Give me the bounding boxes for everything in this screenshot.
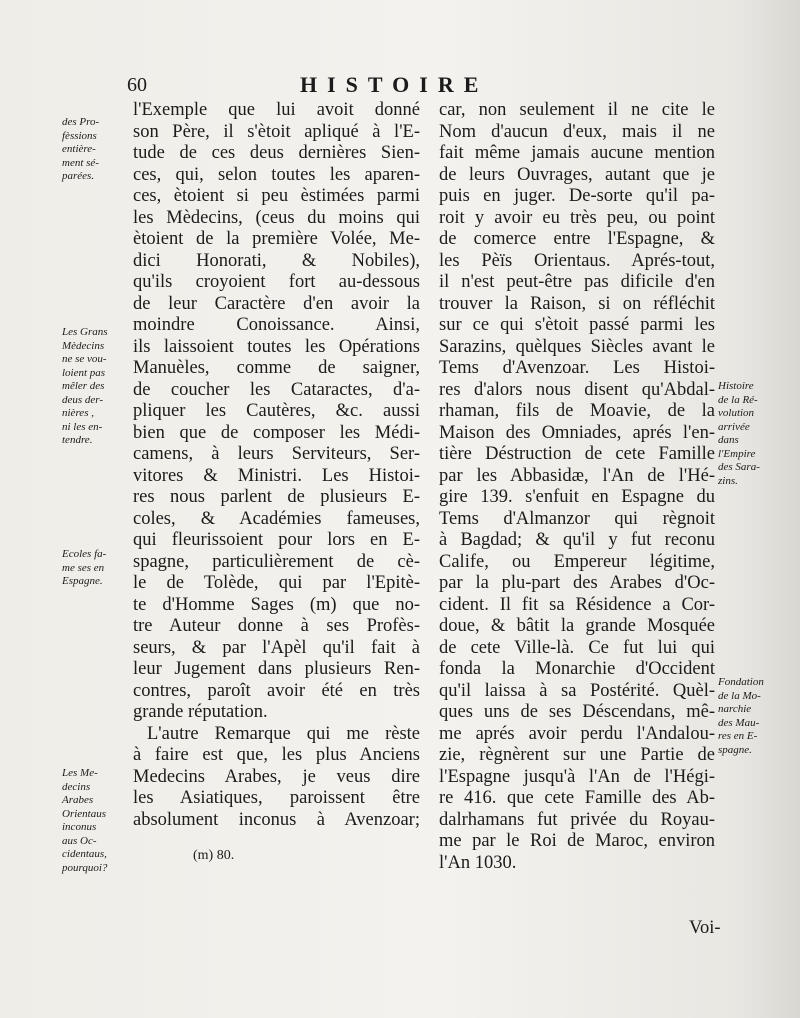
text-line: Tems d'Almanzor qui règnoit xyxy=(439,508,715,529)
text-line: par la plu-part des Arabes d'Oc- xyxy=(439,573,715,593)
text-line: à faire est que, les plus Anciens xyxy=(133,745,420,765)
text-line: Maison des Omniades, aprés l'en- xyxy=(439,422,715,443)
text-line: qu'il laissa à sa Postérité. Quèl- xyxy=(439,680,715,701)
text-line: doue, & bâtit la grande Mosquée xyxy=(439,616,715,636)
margin-note-right-2: Fondation de la Mo- narchie des Mau- res en E- spagne. xyxy=(718,676,764,756)
text-line: fait même jamais aucune mention xyxy=(439,143,715,163)
text-line: spagne, particulièrement de cè- xyxy=(133,551,420,572)
catchword: Voi- xyxy=(689,918,721,938)
text-line: leur Jugement dans plusieurs Ren- xyxy=(133,659,420,679)
text-line: de leur Caractère d'en avoir la xyxy=(133,293,420,314)
text-line: qui fleurissoient pour lors en E- xyxy=(133,530,420,550)
text-line: fonda la Monarchie d'Occident xyxy=(439,659,715,679)
margin-note-left-4: Les Me- decins Arabes Orientaus inconus aus Oc- cidentaus, pourquoi? xyxy=(62,767,108,874)
text-line: les Pèïs Orientaus. Aprés-tout, xyxy=(439,250,715,271)
text-line: car, non seulement il ne cite le xyxy=(439,100,715,120)
text-line: L'autre Remarque qui me rèste xyxy=(147,723,420,744)
text-line: l'Espagne jusqu'à l'An de l'Hégi- xyxy=(439,766,715,787)
text-line: bien que de composer les Médi- xyxy=(133,422,420,443)
text-line: de leurs Ouvrages, autant que je xyxy=(439,164,715,185)
text-line: trouver la Raison, si on réfléchit xyxy=(439,293,715,314)
text-line: l'Exemple que lui avoit donné xyxy=(133,100,420,120)
text-line: à Bagdad; & qu'il y fut reconu xyxy=(439,530,715,550)
text-line: Nom d'aucun d'eux, mais il ne xyxy=(439,121,715,142)
text-line: les Asiatiques, paroissent être xyxy=(133,788,420,808)
text-line: son Père, il s'ètoit apliqué à l'E- xyxy=(133,121,420,142)
page-number: 60 xyxy=(127,74,147,96)
text-line: sur ce qui s'ètoit passé parmi les xyxy=(439,315,715,335)
text-line: seurs, & par l'Apèl qu'il fait à xyxy=(133,637,420,658)
text-line: de coucher les Cataractes, d'a- xyxy=(133,379,420,400)
text-line: l'An 1030. xyxy=(439,852,517,873)
text-line: ques uns de ses Déscendans, mê- xyxy=(439,702,715,722)
text-line: absolument inconus à Avenzoar; xyxy=(133,809,420,830)
margin-note-left-2: Les Grans Mèdecins ne se vou- loient pas mêler des deus der- nières , ni les en- tendre. xyxy=(62,326,108,446)
text-line: res d'alors nous disent qu'Abdal- xyxy=(439,379,715,400)
text-line: de comerce entre l'Espagne, & xyxy=(439,229,715,249)
text-line: grande réputation. xyxy=(133,702,268,722)
text-line: te d'Homme Sages (m) que no- xyxy=(133,594,420,615)
footnote: (m) 80. xyxy=(193,848,235,863)
text-line: les Mèdecins, (ceus du moins qui xyxy=(133,207,420,228)
text-line: le de Tolède, qui par l'Epitè- xyxy=(133,573,420,593)
text-line: contres, paroît avoir été en très xyxy=(133,680,420,701)
running-title: HISTOIRE xyxy=(300,72,489,97)
text-line: Tems d'Avenzoar. Les Histoi- xyxy=(439,358,715,378)
text-line: puis en juger. De-sorte qu'il pa- xyxy=(439,186,715,206)
text-line: gire 139. s'enfuit en Espagne du xyxy=(439,487,715,507)
text-line: me par le Roi de Maroc, environ xyxy=(439,831,715,851)
text-line: ces, qui, selon toutes les aparen- xyxy=(133,164,420,185)
right-text-column xyxy=(439,100,715,874)
text-line: coles, & Académies fameuses, xyxy=(133,508,420,529)
text-line: ils laissoient toutes les Opérations xyxy=(133,336,420,357)
text-line: de cete Ville-là. Ce fut lui qui xyxy=(439,637,715,658)
text-line: cident. Il fit sa Résidence a Cor- xyxy=(439,594,715,615)
text-line: zie, règnèrent sur une Partie de xyxy=(439,745,715,765)
text-line: ces, ètoient si peu èstimées parmi xyxy=(133,186,420,206)
text-line: roit y avoir eu très peu, ou point xyxy=(439,207,715,228)
text-line: moindre Conoissance. Ainsi, xyxy=(133,315,420,335)
text-line: tière Déstruction de cete Famille xyxy=(439,444,715,464)
text-line: qu'ils croyoient fort au-dessous xyxy=(133,272,420,292)
text-line: dalrhamans fut privée du Royau- xyxy=(439,809,715,830)
left-text-column xyxy=(133,100,420,867)
text-line: re 416. que cete Famille des Ab- xyxy=(439,788,715,808)
text-line: vitores & Ministri. Les Histoi- xyxy=(133,465,420,486)
text-line: camens, à leurs Serviteurs, Ser- xyxy=(133,444,420,464)
text-line: il n'est peut-être pas dificile d'en xyxy=(439,272,715,292)
text-line: res nous parlent de plusieurs E- xyxy=(133,487,420,507)
margin-note-left-3: Ecoles fa- me ses en Espagne. xyxy=(62,548,107,587)
text-line: ètoient de la première Volée, Me- xyxy=(133,229,420,249)
text-line: Manuèles, comme de saigner, xyxy=(133,358,420,378)
text-line: dici Honorati, & Nobiles), xyxy=(133,250,420,271)
text-line: Medecins Arabes, je veus dire xyxy=(133,766,420,787)
margin-note-left-1: des Pro- fèssions entière- ment sé- parées. xyxy=(62,116,100,182)
text-line: me aprés avoir perdu l'Andalou- xyxy=(439,723,715,744)
text-line: tre Auteur donne à ses Profès- xyxy=(133,616,420,636)
text-line: Sarazins, quèlques Siècles avant le xyxy=(439,336,715,357)
text-line: rhaman, fils de Moavie, de la xyxy=(439,401,715,421)
text-line: par les Abbasidæ, l'An de l'Hé- xyxy=(439,465,715,486)
text-line: pliquer les Cautères, &c. aussi xyxy=(133,401,420,421)
text-line: Calife, ou Empereur légitime, xyxy=(439,551,715,572)
text-line: tude de ces deus dernières Sien- xyxy=(133,143,420,163)
margin-note-right-1: Histoire de la Ré- volution arrivée dans l'Empire des Sara- zins. xyxy=(718,380,760,487)
